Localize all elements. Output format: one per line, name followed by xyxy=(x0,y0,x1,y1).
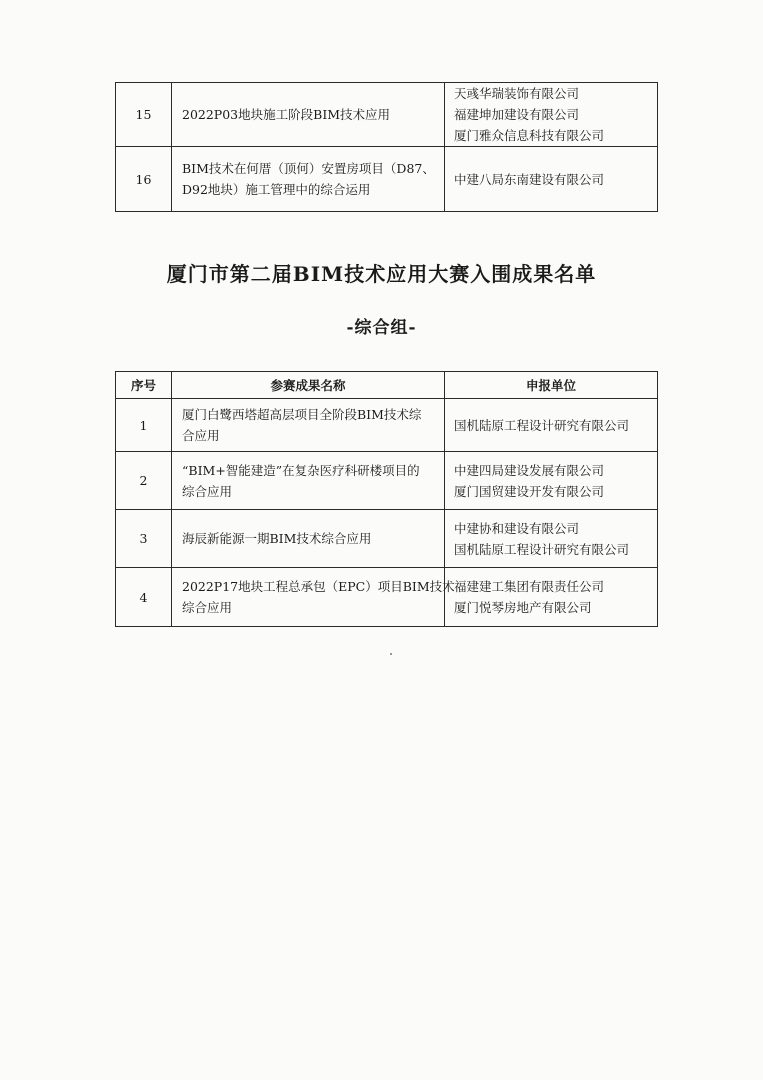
results-table xyxy=(115,371,658,627)
previous-results-table xyxy=(115,82,658,212)
row-number: 2 xyxy=(116,452,172,510)
result-name xyxy=(172,83,445,147)
result-name-line: 综合应用 xyxy=(182,600,233,615)
result-name-line: 2022P17地块工程总承包（EPC）项目BIM技术 xyxy=(182,579,455,594)
applicant-unit-line: 福建坤加建设有限公司 xyxy=(454,107,580,122)
applicant-unit-line: 福建建工集团有限责任公司 xyxy=(454,579,605,594)
applicant-unit-line: 中建八局东南建设有限公司 xyxy=(454,171,605,187)
applicant-unit-line: 厦门悦琴房地产有限公司 xyxy=(454,600,592,615)
result-name xyxy=(172,147,445,212)
result-name-line: 厦门白鹭西塔超高层项目全阶段BIM技术综 xyxy=(182,407,422,422)
applicant-unit xyxy=(445,399,658,452)
applicant-unit xyxy=(445,568,658,627)
result-name-line: 海辰新能源一期BIM技术综合应用 xyxy=(182,531,372,546)
result-name-line: 合应用 xyxy=(182,428,220,443)
applicant-unit-line: 中建协和建设有限公司 xyxy=(454,520,580,536)
applicant-unit-line: 国机陆原工程设计研究有限公司 xyxy=(454,541,630,557)
applicant-unit xyxy=(445,83,658,147)
table-header-row xyxy=(116,372,658,399)
result-name-line: BIM技术在何厝（顶何）安置房项目（D87、 xyxy=(182,161,435,176)
applicant-unit xyxy=(445,147,658,212)
applicant-unit xyxy=(445,510,658,568)
header-result-name: 参赛成果名称 xyxy=(172,372,445,399)
table-row xyxy=(116,452,658,510)
row-number: 1 xyxy=(116,399,172,452)
header-number: 序号 xyxy=(116,372,172,399)
result-name xyxy=(172,568,455,627)
result-name-line: “BIM+智能建造”在复杂医疗科研楼项目的 xyxy=(182,462,420,478)
row-number: 16 xyxy=(116,147,172,212)
applicant-unit-line: 厦门国贸建设开发有限公司 xyxy=(454,483,605,499)
result-name xyxy=(172,399,445,452)
row-number: 15 xyxy=(116,83,172,147)
table-row xyxy=(116,147,658,212)
result-name-line: 2022P03地块施工阶段BIM技术应用 xyxy=(182,107,391,122)
applicant-unit-line: 国机陆原工程设计研究有限公司 xyxy=(454,417,630,433)
result-name-line: D92地块）施工管理中的综合运用 xyxy=(182,182,371,197)
scan-speck xyxy=(390,653,392,655)
applicant-unit-line: 天彧华瑞装饰有限公司 xyxy=(454,86,580,101)
header-applicant-unit: 申报单位 xyxy=(445,372,658,399)
table-row xyxy=(116,83,658,147)
table-row xyxy=(116,568,658,627)
result-name xyxy=(172,510,445,568)
result-name xyxy=(172,452,445,510)
group-subtitle: -综合组- xyxy=(346,318,417,338)
applicant-unit xyxy=(445,452,658,510)
result-name-line: 综合应用 xyxy=(182,483,233,499)
table-row xyxy=(116,399,658,452)
row-number: 4 xyxy=(116,568,172,627)
applicant-unit-line: 厦门雅众信息科技有限公司 xyxy=(454,128,605,143)
applicant-unit-line: 中建四局建设发展有限公司 xyxy=(454,462,605,478)
list-title: 厦门市第二届BIM技术应用大赛入围成果名单 xyxy=(166,262,597,286)
row-number: 3 xyxy=(116,510,172,568)
table-row xyxy=(116,510,658,568)
